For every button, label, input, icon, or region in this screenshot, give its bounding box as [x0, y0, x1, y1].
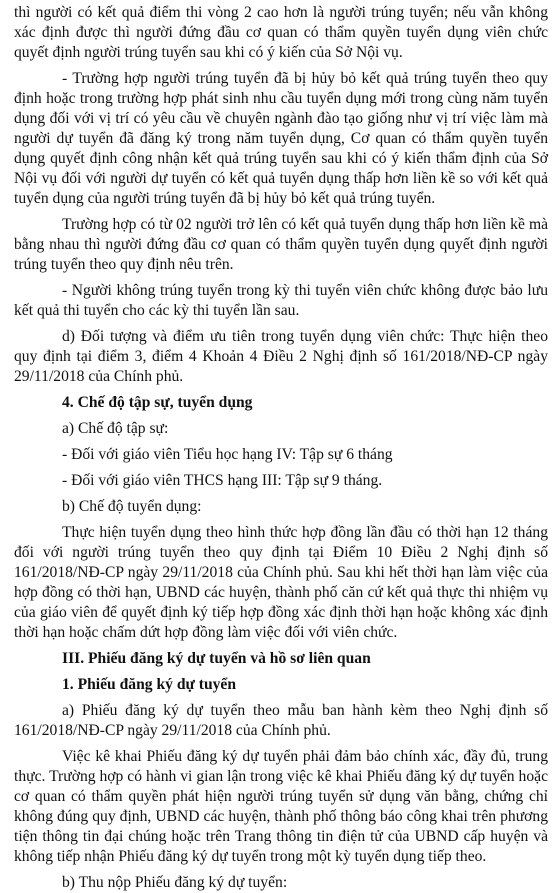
paragraph-recruitment-title: b) Chế độ tuyển dụng:	[62, 498, 202, 515]
paragraph-priority-points: d) Đối tượng và điểm ưu tiên trong tuyển dụng viên chức: Thực hiện theo quy định tại điểm 3, điểm 4 Khoản 4 Điều 2 Nghị định số 161/2018/NĐ-CP ngày 29/11/2018 của Chính phủ.	[14, 328, 548, 385]
heading-section-iii: III. Phiếu đăng ký dự tuyển và hồ sơ liên quan	[62, 650, 371, 667]
paragraph-cancelled-result: - Trường hợp người trúng tuyển đã bị hủy bỏ kết quả trúng tuyển theo quy định hoặc trong trường hợp phát sinh nhu cầu tuyển dụng mới trong cùng năm tuyển dụng đối với vị trí có yêu cầu về chuyên ngành đào tạo giống như vị trí việc làm mà người dự tuyển đã đăng ký trong năm tuyển dụng, Cơ quan có thẩm quyền tuyển dụng quyết định công nhận kết quả trúng tuyển sau khi có ý kiến thẩm định của Sở Nội vụ đối với người dự tuyển có kết quả tuyển dụng thấp hơn liền kề so với kết quả tuyển dụng của người trúng tuyển đã bị hủy bỏ kết quả trúng tuyển.	[14, 70, 548, 207]
paragraph-form-template: a) Phiếu đăng ký dự tuyển theo mẫu ban hành kèm theo Nghị định số 161/2018/NĐ-CP ngày 29/11/2018 của Chính phủ.	[14, 702, 548, 739]
paragraph-no-reservation: - Người không trúng tuyển trong kỳ thi tuyển viên chức không được bảo lưu kết quả thi tuyển cho các kỳ thi tuyển lần sau.	[14, 282, 548, 319]
paragraph-form-accuracy: Việc kê khai Phiếu đăng ký dự tuyển phải đảm bảo chính xác, đầy đủ, trung thực. Trường hợp có hành vi gian lận trong việc kê khai Phiếu đăng ký dự tuyển hoặc cơ quan có thẩm quyền phát hiện người trúng tuyển sử dụng văn bằng, chứng chỉ không đúng quy định, UBND các huyện, thành phố thông báo công khai trên phương tiện thông tin đại chúng hoặc trên Trang thông tin điện tử của UBND cấp huyện và không tiếp nhận Phiếu đăng ký dự tuyển trong một kỳ tuyển dụng tiếp theo.	[14, 748, 548, 865]
paragraph-equal-results: Trường hợp có từ 02 người trở lên có kết quả tuyển dụng thấp hơn liền kề mà bằng nhau thì người đứng đầu cơ quan có thẩm quyền tuyển dụng quyết định người trúng tuyển theo quy định nêu trên.	[14, 216, 548, 273]
heading-probation-recruitment: 4. Chế độ tập sự, tuyển dụng	[62, 394, 253, 411]
paragraph-probation-primary: - Đối với giáo viên Tiểu học hạng IV: Tập sự 6 tháng	[62, 446, 393, 463]
paragraph-recruitment-contract: Thực hiện tuyển dụng theo hình thức hợp đồng lần đầu có thời hạn 12 tháng đối với người trúng tuyển theo quy định tại Điểm 10 Điều 2 Nghị định số 161/2018/NĐ-CP ngày 29/11/2018 của Chính phủ. Sau khi hết thời hạn làm việc của hợp đồng có thời hạn, UBND các huyện, thành phố căn cứ kết quả thực thi nhiệm vụ của giáo viên để quyết định ký tiếp hợp đồng xác định thời hạn hoặc không xác định thời hạn hoặc chấm dứt hợp đồng làm việc đối với viên chức.	[14, 524, 548, 641]
paragraph-form-submission: b) Thu nộp Phiếu đăng ký dự tuyển:	[62, 874, 288, 891]
heading-registration-form: 1. Phiếu đăng ký dự tuyển	[62, 676, 237, 693]
paragraph-probation-secondary: - Đối với giáo viên THCS hạng III: Tập sự 9 tháng.	[62, 472, 383, 489]
paragraph-tie-break: thì người có kết quả điểm thi vòng 2 cao hơn là người trúng tuyển; nếu vẫn không xác định được thì người đứng đầu cơ quan có thẩm quyền tuyển dụng viên chức quyết định người trúng tuyển sau khi có ý kiến của Sở Nội vụ.	[14, 4, 548, 61]
paragraph-probation-title: a) Chế độ tập sự:	[62, 420, 169, 437]
